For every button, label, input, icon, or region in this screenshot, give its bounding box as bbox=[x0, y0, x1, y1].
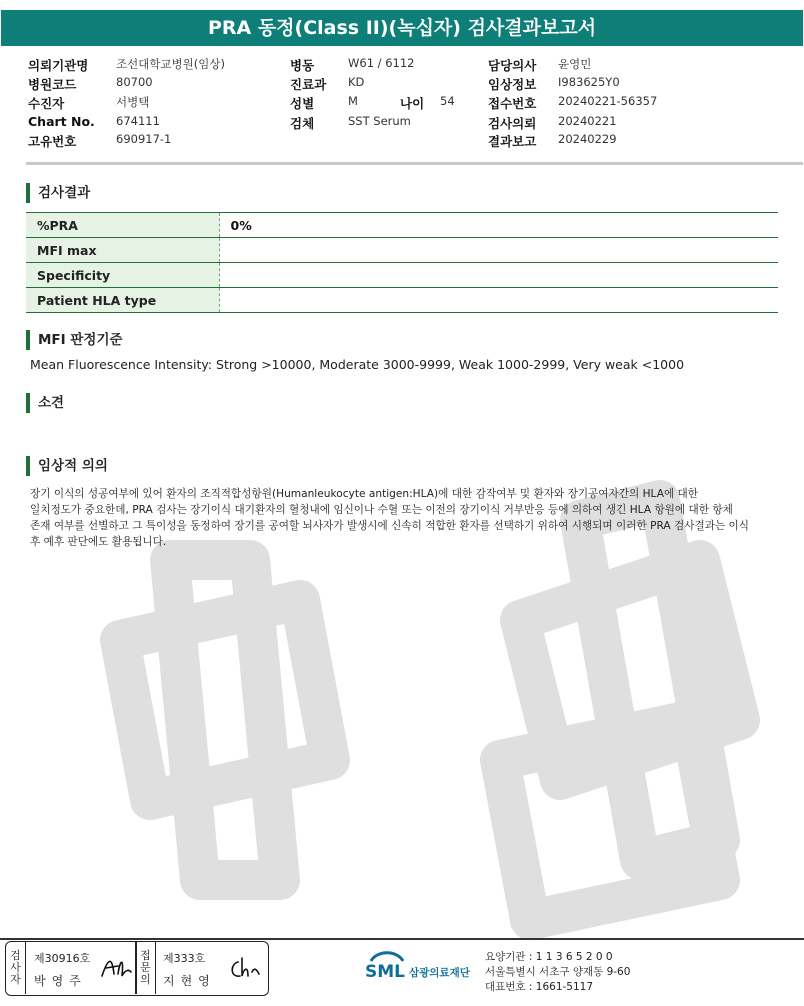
logo-text: SML bbox=[365, 962, 405, 982]
patient-header bbox=[28, 56, 788, 152]
institution-info bbox=[485, 950, 630, 995]
examiner-name: 박영주 bbox=[34, 974, 87, 988]
examiner-label: 검 사 자 bbox=[6, 942, 26, 994]
dept-label: 진료과 bbox=[290, 77, 327, 92]
ward-value: W61 / 6112 bbox=[348, 56, 415, 70]
receiver-signature bbox=[226, 954, 262, 982]
report-date-label: 결과보고 bbox=[488, 134, 537, 149]
examiner-license-no: 제30916호 bbox=[34, 952, 91, 965]
info-line: 서울특별시 서초구 양재동 9-60 bbox=[485, 966, 631, 978]
receipt-value: 20240221-56357 bbox=[558, 94, 658, 108]
footer-divider bbox=[0, 938, 804, 940]
signature-stamp-box bbox=[5, 941, 269, 996]
result-value: 0% bbox=[219, 213, 778, 238]
hospital-code-label: 병원코드 bbox=[28, 77, 77, 92]
doctor-value: 윤영민 bbox=[558, 57, 592, 71]
clinical-info-value: I983625Y0 bbox=[558, 75, 620, 89]
receiver-license-no: 제333호 bbox=[163, 952, 206, 965]
result-label: Patient HLA type bbox=[26, 288, 219, 313]
sex-value: M bbox=[348, 94, 358, 108]
request-date-label: 검사의뢰 bbox=[488, 116, 537, 131]
info-line: 대표번호 : 1661-5117 bbox=[485, 981, 594, 993]
report-title: PRA 동정(Class II)(녹십자) 검사결과보고서 bbox=[1, 10, 803, 46]
result-label: MFI max bbox=[26, 238, 219, 263]
clinical-line: 장기 이식의 성공여부에 있어 환자의 조직적합성항원(Humanleukocyte antigen:HLA)에 대한 감작여부 및 환자와 장기공여자간의 HLA에 대한 bbox=[30, 488, 699, 500]
logo-arc-icon bbox=[369, 948, 405, 962]
institution-value: 조선대학교병원(임상) bbox=[116, 57, 225, 71]
request-date-value: 20240221 bbox=[558, 114, 617, 128]
result-label: Specificity bbox=[26, 263, 219, 288]
receiver-name: 지현영 bbox=[163, 974, 216, 988]
report-date-value: 20240229 bbox=[558, 132, 617, 146]
result-value bbox=[219, 238, 778, 263]
chart-no-value: 674111 bbox=[116, 114, 160, 128]
dept-value: KD bbox=[348, 75, 365, 89]
sex-label: 성별 bbox=[290, 96, 315, 111]
mfi-criteria-text: Mean Fluorescence Intensity: Strong >10000, Moderate 3000-9999, Weak 1000-2999, Very weak <1000 bbox=[30, 357, 685, 372]
info-line: 요양기관 : 1 1 3 6 5 2 0 0 bbox=[485, 951, 613, 963]
table-row bbox=[26, 213, 778, 238]
specimen-value: SST Serum bbox=[348, 114, 411, 128]
unique-no-label: 고유번호 bbox=[28, 134, 77, 149]
result-value bbox=[219, 263, 778, 288]
sml-logo bbox=[365, 948, 485, 988]
patient-label: 수진자 bbox=[28, 96, 65, 111]
results-section-title: 검사결과 bbox=[26, 183, 90, 203]
clinical-info-label: 임상정보 bbox=[488, 77, 537, 92]
logo-korean-text: 삼광의료재단 bbox=[409, 967, 470, 979]
institution-label: 의뢰기관명 bbox=[28, 58, 89, 73]
header-divider bbox=[26, 162, 803, 165]
clinical-significance-text bbox=[30, 486, 780, 550]
table-row bbox=[26, 238, 778, 263]
clinical-section-title: 임상적 의의 bbox=[26, 456, 108, 476]
table-row bbox=[26, 263, 778, 288]
receipt-label: 접수번호 bbox=[488, 96, 537, 111]
result-label: %PRA bbox=[26, 213, 219, 238]
table-row bbox=[26, 288, 778, 313]
chart-no-label: Chart No. bbox=[28, 114, 95, 129]
mfi-section-title: MFI 판정기준 bbox=[26, 330, 123, 350]
patient-value: 서병택 bbox=[116, 95, 150, 109]
examiner-signature bbox=[98, 954, 134, 982]
clinical-line: 후 예후 판단에도 활용됩니다. bbox=[30, 536, 167, 548]
age-value: 54 bbox=[440, 94, 455, 108]
hospital-code-value: 80700 bbox=[116, 75, 153, 89]
opinion-section-title: 소견 bbox=[26, 393, 64, 413]
receiver-label: 접 문 의 bbox=[136, 942, 156, 994]
doctor-label: 담당의사 bbox=[488, 58, 537, 73]
age-label: 나이 bbox=[400, 96, 425, 111]
clinical-line: 일치정도가 중요한데, PRA 검사는 장기이식 대기환자의 혈청내에 임신이나 수혈 또는 이전의 장기이식 거부반응 등에 의하여 생긴 HLA 항원에 대한 항체 bbox=[30, 504, 733, 516]
clinical-line: 존재 여부를 선별하고 그 특이성을 동정하여 장기를 공여할 뇌사자가 발생시에 신속히 적합한 환자를 선택하기 위하여 시행되며 이러한 PRA 검사결과는 이식 bbox=[30, 520, 750, 532]
result-value bbox=[219, 288, 778, 313]
unique-no-value: 690917-1 bbox=[116, 132, 172, 146]
results-table bbox=[26, 212, 778, 313]
ward-label: 병동 bbox=[290, 58, 315, 73]
specimen-label: 검체 bbox=[290, 116, 315, 131]
